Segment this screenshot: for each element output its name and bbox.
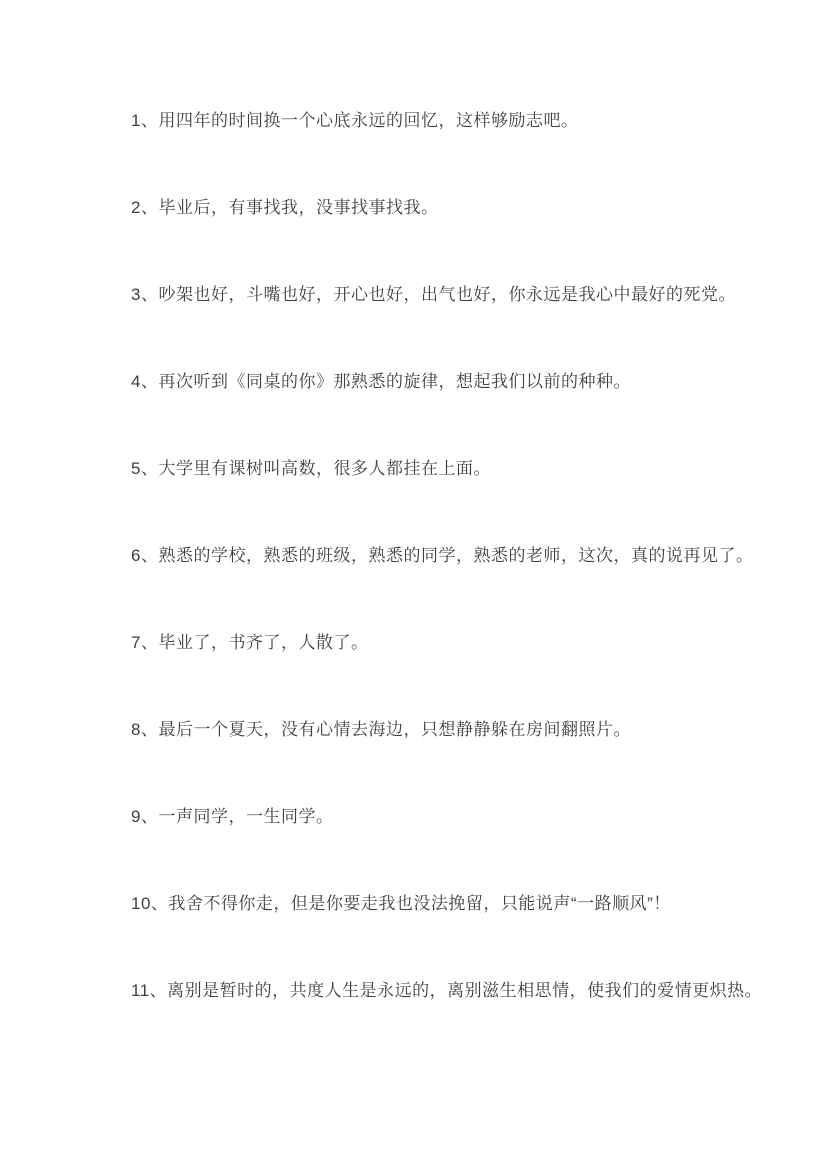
quote-line-7: 7、毕业了，书齐了，人散了。 [131,633,369,652]
quote-line-8: 8、最后一个夏天，没有心情去海边，只想静静躲在房间翻照片。 [131,720,631,739]
quote-line-6: 6、熟悉的学校，熟悉的班级，熟悉的同学，熟悉的老师，这次，真的说再见了。 [131,546,754,565]
quote-line-5: 5、大学里有课树叫高数，很多人都挂在上面。 [131,459,491,478]
quote-line-2: 2、毕业后，有事找我，没事找事找我。 [131,198,439,217]
quote-line-11: 11、离别是暂时的，共度人生是永远的，离别滋生相思情，使我们的爱情更炽热。 [131,981,763,1000]
quote-line-9: 9、一声同学，一生同学。 [131,807,334,826]
quote-line-4: 4、再次听到《同桌的你》那熟悉的旋律，想起我们以前的种种。 [131,372,631,391]
quote-line-1: 1、用四年的时间换一个心底永远的回忆，这样够励志吧。 [131,111,579,130]
quote-line-10: 10、我舍不得你走，但是你要走我也没法挽留，只能说声“一路顺风”！ [131,894,671,913]
quote-line-3: 3、吵架也好，斗嘴也好，开心也好，出气也好，你永远是我心中最好的死党。 [131,285,736,304]
